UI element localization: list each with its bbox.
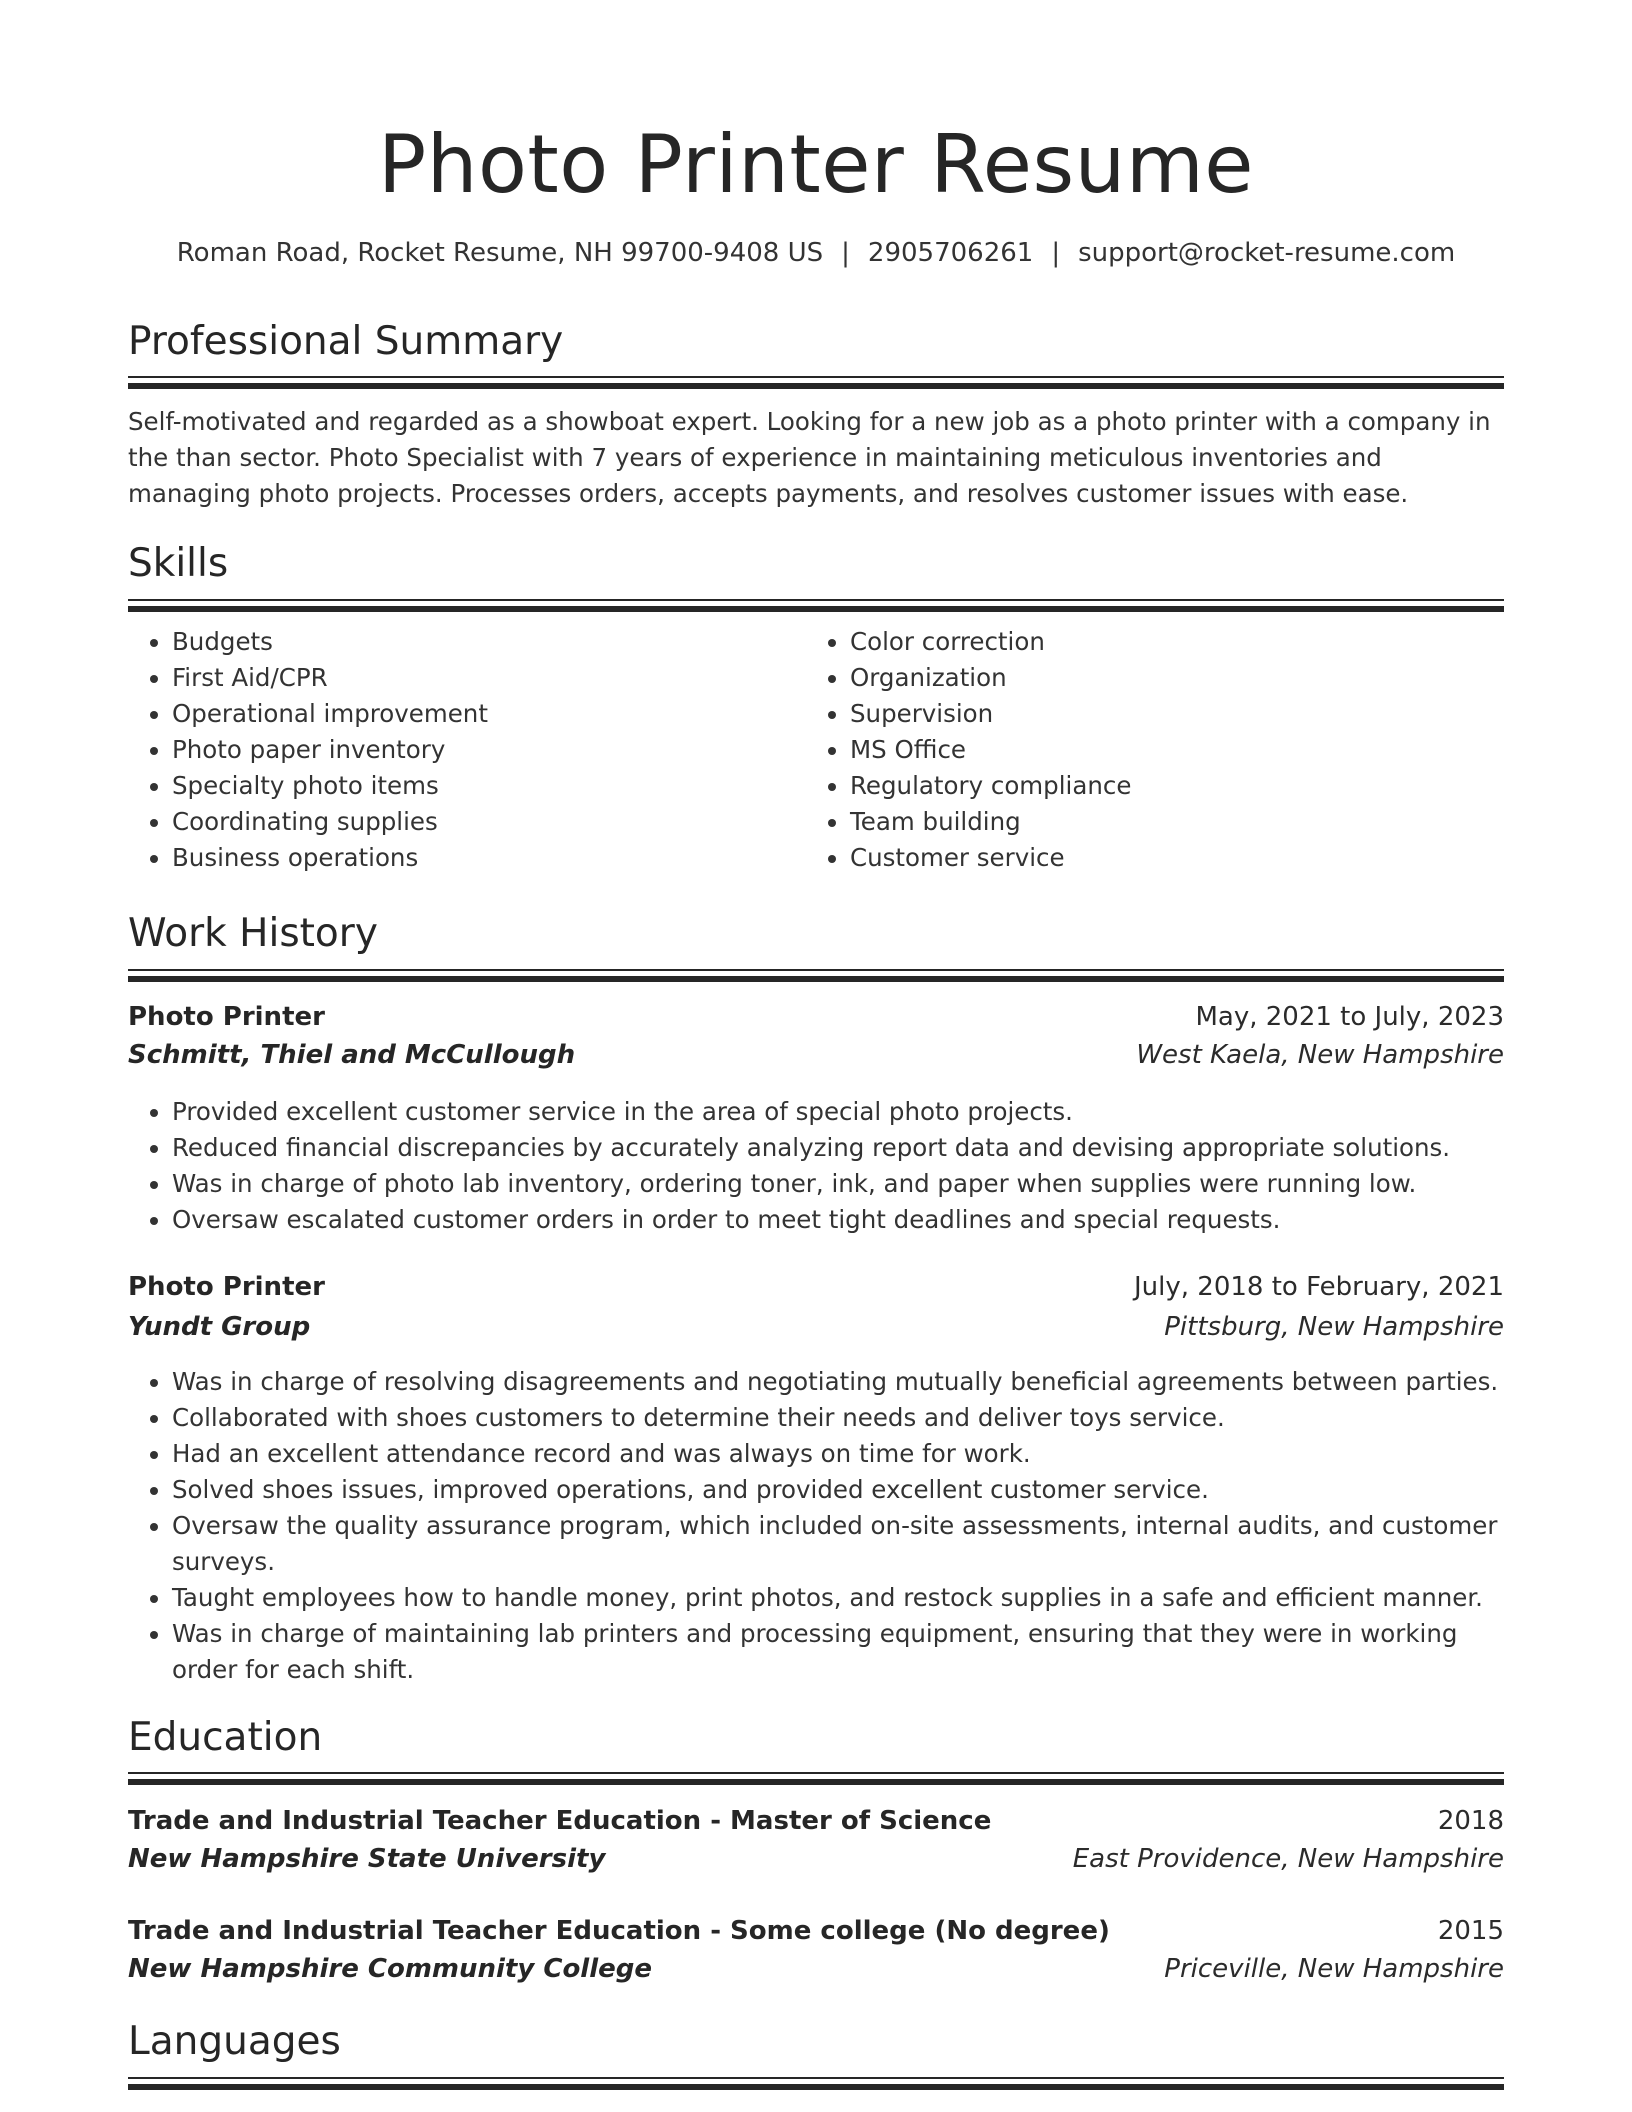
- job-company-row: [128, 1040, 1504, 1076]
- skill-item: • Organization: [850, 660, 1484, 696]
- section-divider: [128, 969, 1504, 983]
- job-bullets: [128, 1094, 1504, 1238]
- section-divider: [128, 2077, 1504, 2091]
- skills-heading: Skills: [128, 541, 229, 586]
- contact-phone: 2905706261: [867, 238, 1034, 268]
- skills-column-right: [806, 624, 1484, 876]
- education-school: New Hampshire Community College: [128, 1954, 653, 1984]
- summary-text: Self-motivated and regarded as a showboat expert. Looking for a new job as a photo printer with a company in the than sector. Photo Specialist with 7 years of experience in maintaining meticulous inventories and managing photo projects. Processes orders, accepts payments, and resolves customer issues with ease.: [128, 407, 1491, 508]
- languages-heading: Languages: [128, 2019, 341, 2064]
- job-location: West Kaela, New Hampshire: [1136, 1040, 1504, 1070]
- contact-separator: |: [841, 238, 850, 268]
- job-bullet: • Was in charge of maintaining lab printers and processing equipment, ensuring that they were in working order for each shift.: [172, 1616, 1504, 1688]
- job-bullet: • Reduced financial discrepancies by accurately analyzing report data and devising appropriate solutions.: [172, 1130, 1504, 1166]
- skill-item: • Budgets: [172, 624, 806, 660]
- job-bullet: • Oversaw the quality assurance program, which included on-site assessments, internal audits, and customer surveys.: [172, 1508, 1504, 1580]
- skills-column-left: [128, 624, 806, 876]
- education-year: 2015: [1437, 1916, 1504, 1946]
- education-school-row: [128, 1954, 1504, 1990]
- job-bullet: • Was in charge of resolving disagreements and negotiating mutually beneficial agreements between parties.: [172, 1364, 1504, 1400]
- skill-item: • Customer service: [850, 840, 1484, 876]
- job-bullet: • Oversaw escalated customer orders in order to meet tight deadlines and special requests.: [172, 1202, 1504, 1238]
- education-section: [128, 1715, 1504, 1984]
- skill-item: • Team building: [850, 804, 1484, 840]
- contact-email: support@rocket-resume.com: [1078, 238, 1456, 268]
- skill-item: • Business operations: [172, 840, 806, 876]
- skill-item: • Color correction: [850, 624, 1484, 660]
- job-bullet: • Solved shoes issues, improved operations, and provided excellent customer service.: [172, 1472, 1504, 1508]
- section-divider: [128, 1772, 1504, 1786]
- job-header-row: [128, 1002, 1504, 1038]
- work-history-section: [128, 911, 1504, 1684]
- skill-item: • MS Office: [850, 732, 1484, 768]
- skill-item: • Regulatory compliance: [850, 768, 1484, 804]
- job-dates: July, 2018 to February, 2021: [1134, 1272, 1504, 1302]
- contact-address: Roman Road, Rocket Resume, NH 99700-9408 US: [176, 238, 824, 268]
- skill-item: • Operational improvement: [172, 696, 806, 732]
- skill-item: • First Aid/CPR: [172, 660, 806, 696]
- skills-section: [128, 541, 1504, 872]
- education-header-row: [128, 1806, 1504, 1842]
- skill-item: • Coordinating supplies: [172, 804, 806, 840]
- education-location: Priceville, New Hampshire: [1164, 1954, 1504, 1984]
- job-bullet: • Taught employees how to handle money, print photos, and restock supplies in a safe and efficient manner.: [172, 1580, 1504, 1616]
- education-school-row: [128, 1844, 1504, 1880]
- contact-line: [0, 238, 1632, 268]
- skill-item: • Supervision: [850, 696, 1484, 732]
- skill-item: • Photo paper inventory: [172, 732, 806, 768]
- education-year: 2018: [1437, 1806, 1504, 1836]
- summary-section: [128, 319, 1504, 508]
- job-company: Yundt Group: [128, 1312, 311, 1342]
- contact-separator: |: [1051, 238, 1061, 268]
- languages-section: [128, 2019, 1504, 2064]
- job-role: Photo Printer: [128, 1002, 325, 1032]
- job-role: Photo Printer: [128, 1272, 325, 1302]
- job-dates: May, 2021 to July, 2023: [1195, 1002, 1504, 1032]
- skill-item: • Specialty photo items: [172, 768, 806, 804]
- education-degree: Trade and Industrial Teacher Education - Master of Science: [128, 1806, 992, 1836]
- education-degree: Trade and Industrial Teacher Education - Some college (No degree): [128, 1916, 1110, 1946]
- section-divider: [128, 376, 1504, 390]
- job-header-row: [128, 1272, 1504, 1308]
- job-company: Schmitt, Thiel and McCullough: [128, 1040, 576, 1070]
- summary-heading: Professional Summary: [128, 319, 564, 364]
- job-location: Pittsburg, New Hampshire: [1164, 1312, 1504, 1342]
- education-heading: Education: [128, 1715, 323, 1760]
- job-bullet: • Was in charge of photo lab inventory, ordering toner, ink, and paper when supplies were running low.: [172, 1166, 1504, 1202]
- job-bullet: • Collaborated with shoes customers to determine their needs and deliver toys service.: [172, 1400, 1504, 1436]
- education-location: East Providence, New Hampshire: [1072, 1844, 1504, 1874]
- work-history-heading: Work History: [128, 911, 378, 956]
- job-company-row: [128, 1312, 1504, 1348]
- job-bullet: • Had an excellent attendance record and was always on time for work.: [172, 1436, 1504, 1472]
- job-bullets: [128, 1364, 1504, 1688]
- education-header-row: [128, 1916, 1504, 1952]
- resume-title: Photo Printer Resume: [378, 118, 1254, 211]
- education-school: New Hampshire State University: [128, 1844, 606, 1874]
- job-bullet: • Provided excellent customer service in the area of special photo projects.: [172, 1094, 1504, 1130]
- section-divider: [128, 599, 1504, 613]
